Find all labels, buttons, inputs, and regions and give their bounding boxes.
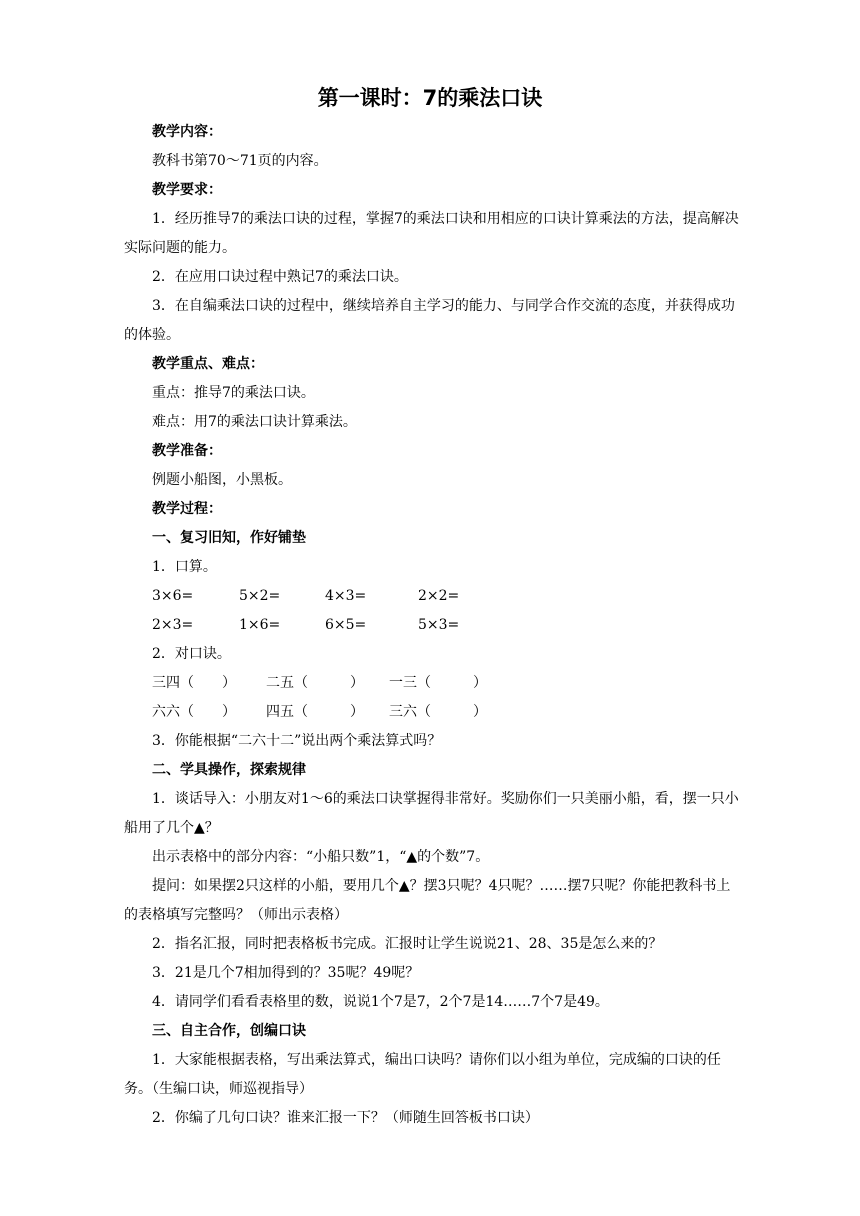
key-point: 重点：推导7的乘法口诀。	[152, 385, 315, 401]
document-body	[124, 118, 740, 1133]
calc-row	[124, 582, 740, 611]
rhyme-row	[124, 669, 740, 698]
calc-cell: 6×5=	[325, 617, 367, 633]
prep-text: 例题小船图，小黑板。	[152, 472, 292, 488]
part1-item1: 1．口算。	[152, 559, 217, 575]
requirement-1: 1．经历推导7的乘法口诀的过程，掌握7的乘法口诀和用相应的口诀计算乘法的方法，提高解决实际问题的能力。	[124, 211, 739, 256]
calc-cell: 1×6=	[239, 617, 281, 633]
page-title: 第一课时：7的乘法口诀	[317, 86, 543, 110]
calc-cell: 5×2=	[239, 588, 281, 604]
part1-item2: 2．对口诀。	[152, 646, 231, 662]
calc-cell: 4×3=	[325, 588, 367, 604]
part1-item3: 3．你能根据“二六十二”说出两个乘法算式吗？	[152, 733, 442, 749]
calc-cell: 3×6=	[152, 588, 194, 604]
rhyme-cell: 三四（ ）	[152, 675, 236, 691]
difficult-point: 难点：用7的乘法口诀计算乘法。	[152, 414, 357, 430]
part2-item1: 1．谈话导入：小朋友对1～6的乘法口诀掌握得非常好。奖励你们一只美丽小船，看，摆一只小船用了几个▲？	[124, 791, 739, 836]
part2-heading: 二、学具操作，探索规律	[152, 762, 306, 778]
content-heading: 教学内容：	[152, 124, 222, 140]
rhyme-cell: 二五（ ）	[266, 675, 364, 691]
calc-row	[124, 611, 740, 640]
part2-question: 提问：如果摆2只这样的小船，要用几个▲？摆3只呢？4只呢？……摆7只呢？你能把教科书上的表格填写完整吗？（师出示表格）	[124, 878, 731, 923]
part1-heading: 一、复习旧知，作好铺垫	[152, 530, 306, 546]
part2-item4: 4．请同学们看看表格里的数，说说1个7是7，2个7是14……7个7是49。	[152, 994, 609, 1010]
rhyme-cell: 四五（ ）	[266, 704, 364, 720]
requirement-2: 2．在应用口诀过程中熟记7的乘法口诀。	[152, 269, 408, 285]
content-text: 教科书第70～71页的内容。	[152, 153, 328, 169]
part2-item3: 3．21是几个7相加得到的？35呢？49呢？	[152, 965, 420, 981]
part3-item2: 2．你编了几句口诀？谁来汇报一下？（师随生回答板书口诀）	[152, 1110, 539, 1126]
process-heading: 教学过程：	[152, 501, 222, 517]
rhyme-cell: 三六（ ）	[389, 704, 487, 720]
keypoints-heading: 教学重点、难点：	[152, 356, 264, 372]
part3-item1: 1．大家能根据表格，写出乘法算式，编出口诀吗？请你们以小组为单位，完成编的口诀的任务。（生编口诀，师巡视指导）	[124, 1052, 721, 1097]
rhyme-row	[124, 698, 740, 727]
requirements-heading: 教学要求：	[152, 182, 222, 198]
calc-cell: 2×2=	[418, 588, 460, 604]
part3-heading: 三、自主合作，创编口诀	[152, 1023, 306, 1039]
rhyme-cell: 一三（ ）	[389, 675, 487, 691]
calc-cell: 5×3=	[418, 617, 460, 633]
part2-item2: 2．指名汇报，同时把表格板书完成。汇报时让学生说说21、28、35是怎么来的？	[152, 936, 663, 952]
calc-cell: 2×3=	[152, 617, 194, 633]
part2-show-table: 出示表格中的部分内容：“小船只数”1，“▲的个数”7。	[152, 849, 490, 865]
rhyme-cell: 六六（ ）	[152, 704, 236, 720]
requirement-3: 3．在自编乘法口诀的过程中，继续培养自主学习的能力、与同学合作交流的态度，并获得成功的体验。	[124, 298, 735, 343]
prep-heading: 教学准备：	[152, 443, 222, 459]
